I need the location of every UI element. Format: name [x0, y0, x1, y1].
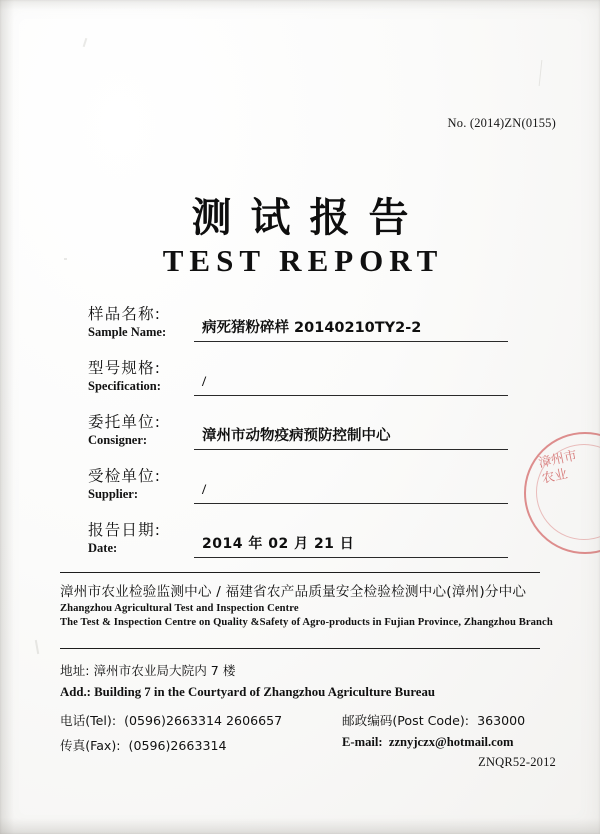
- field-label-specification: [88, 359, 196, 394]
- organisation-name-en-line2: The Test & Inspection Centre on Quality &Safety of Agro-products in Fujian Province, Zhangzhou Branch: [60, 617, 553, 628]
- page-edge-shadow-left: [0, 0, 14, 834]
- field-label-consigner: [88, 413, 196, 448]
- seal-inner-ring: [536, 444, 600, 540]
- page-edge-shadow-bottom: [0, 818, 600, 834]
- contact-address-en: [60, 685, 544, 701]
- email-label: E-mail:: [342, 735, 383, 749]
- field-label-cn: 受检单位:: [88, 467, 162, 485]
- field-underline: [194, 467, 508, 504]
- paper-speck: [83, 38, 88, 47]
- field-underline: [194, 305, 508, 342]
- field-report-date: [88, 521, 508, 575]
- contact-fax-email: [60, 735, 544, 751]
- fax-label: 传真(Fax):: [60, 738, 121, 753]
- seal-text: 漳州市农业: [537, 448, 579, 487]
- contact-tel-postcode: [60, 710, 544, 726]
- field-value-specification: /: [202, 374, 207, 390]
- contact-address-cn: [60, 660, 544, 676]
- field-label-report-date: [88, 521, 196, 556]
- field-underline: [194, 359, 508, 396]
- field-label-cn: 型号规格:: [88, 359, 162, 377]
- field-value-supplier: /: [202, 482, 207, 498]
- fax-value: (0596)2663314: [128, 738, 227, 753]
- paper-speck: [539, 60, 543, 86]
- official-seal: [524, 432, 600, 554]
- field-specification: [88, 359, 508, 413]
- field-label-en: Specification:: [88, 379, 161, 393]
- page-title-en: TEST REPORT: [162, 243, 444, 278]
- field-value-consigner: 漳州市动物疫病预防控制中心: [202, 428, 391, 444]
- field-consigner: [88, 413, 508, 467]
- field-label-cn: 报告日期:: [88, 521, 162, 539]
- field-underline: [194, 521, 508, 558]
- contact-block: [60, 660, 544, 760]
- field-label-en: Consigner:: [88, 433, 148, 447]
- address-en-value: Add.: Building 7 in the Courtyard of Zhangzhou Agriculture Bureau: [60, 685, 435, 699]
- page-edge-shadow-top: [0, 0, 600, 10]
- email-value[interactable]: zznyjczx@hotmail.com: [388, 735, 514, 749]
- postcode-value: 363000: [477, 713, 526, 728]
- field-value-sample-name: 病死猪粉碎样 20140210TY2-2: [202, 320, 422, 336]
- organisation-name-cn: 漳州市农业检验监测中心 / 福建省农产品质量安全检验检测中心(漳州)分中心: [60, 584, 527, 600]
- tel-label: 电话(Tel):: [60, 713, 117, 728]
- field-sample-name: [88, 305, 508, 359]
- field-label-cn: 委托单位:: [88, 413, 162, 431]
- organisation-block: [60, 580, 553, 628]
- field-list: [88, 305, 508, 575]
- divider-top: [60, 572, 540, 573]
- form-code-number: ZNQR52-2012: [478, 755, 556, 769]
- field-label-en: Supplier:: [88, 487, 139, 501]
- field-label-en: Date:: [88, 541, 118, 555]
- page-title-cn: 测试报告: [191, 195, 428, 241]
- field-label-supplier: [88, 467, 196, 502]
- field-label-en: Sample Name:: [88, 325, 167, 339]
- address-cn-label: 地址:: [60, 663, 90, 678]
- paper-speck: [64, 258, 67, 260]
- field-supplier: [88, 467, 508, 521]
- field-value-report-date: 2014 年 02 月 21 日: [202, 536, 355, 552]
- field-label-sample-name: [88, 305, 196, 340]
- paper-speck: [35, 640, 39, 654]
- address-cn-line: [60, 660, 235, 679]
- report-number: No. (2014)ZN(0155): [447, 116, 556, 130]
- postcode-line: [342, 710, 525, 729]
- postcode-label: 邮政编码(Post Code):: [342, 713, 470, 728]
- fax-line: [60, 735, 227, 754]
- field-label-cn: 样品名称:: [88, 305, 162, 323]
- tel-value: (0596)2663314 2606657: [124, 713, 283, 728]
- email-line[interactable]: [342, 735, 514, 750]
- divider-middle: [60, 648, 540, 649]
- tel-line: [60, 710, 282, 729]
- address-cn-value: 漳州市农业局大院内 7 楼: [93, 663, 236, 678]
- field-underline: [194, 413, 508, 450]
- organisation-name-en-line1: Zhangzhou Agricultural Test and Inspection Centre: [60, 603, 299, 614]
